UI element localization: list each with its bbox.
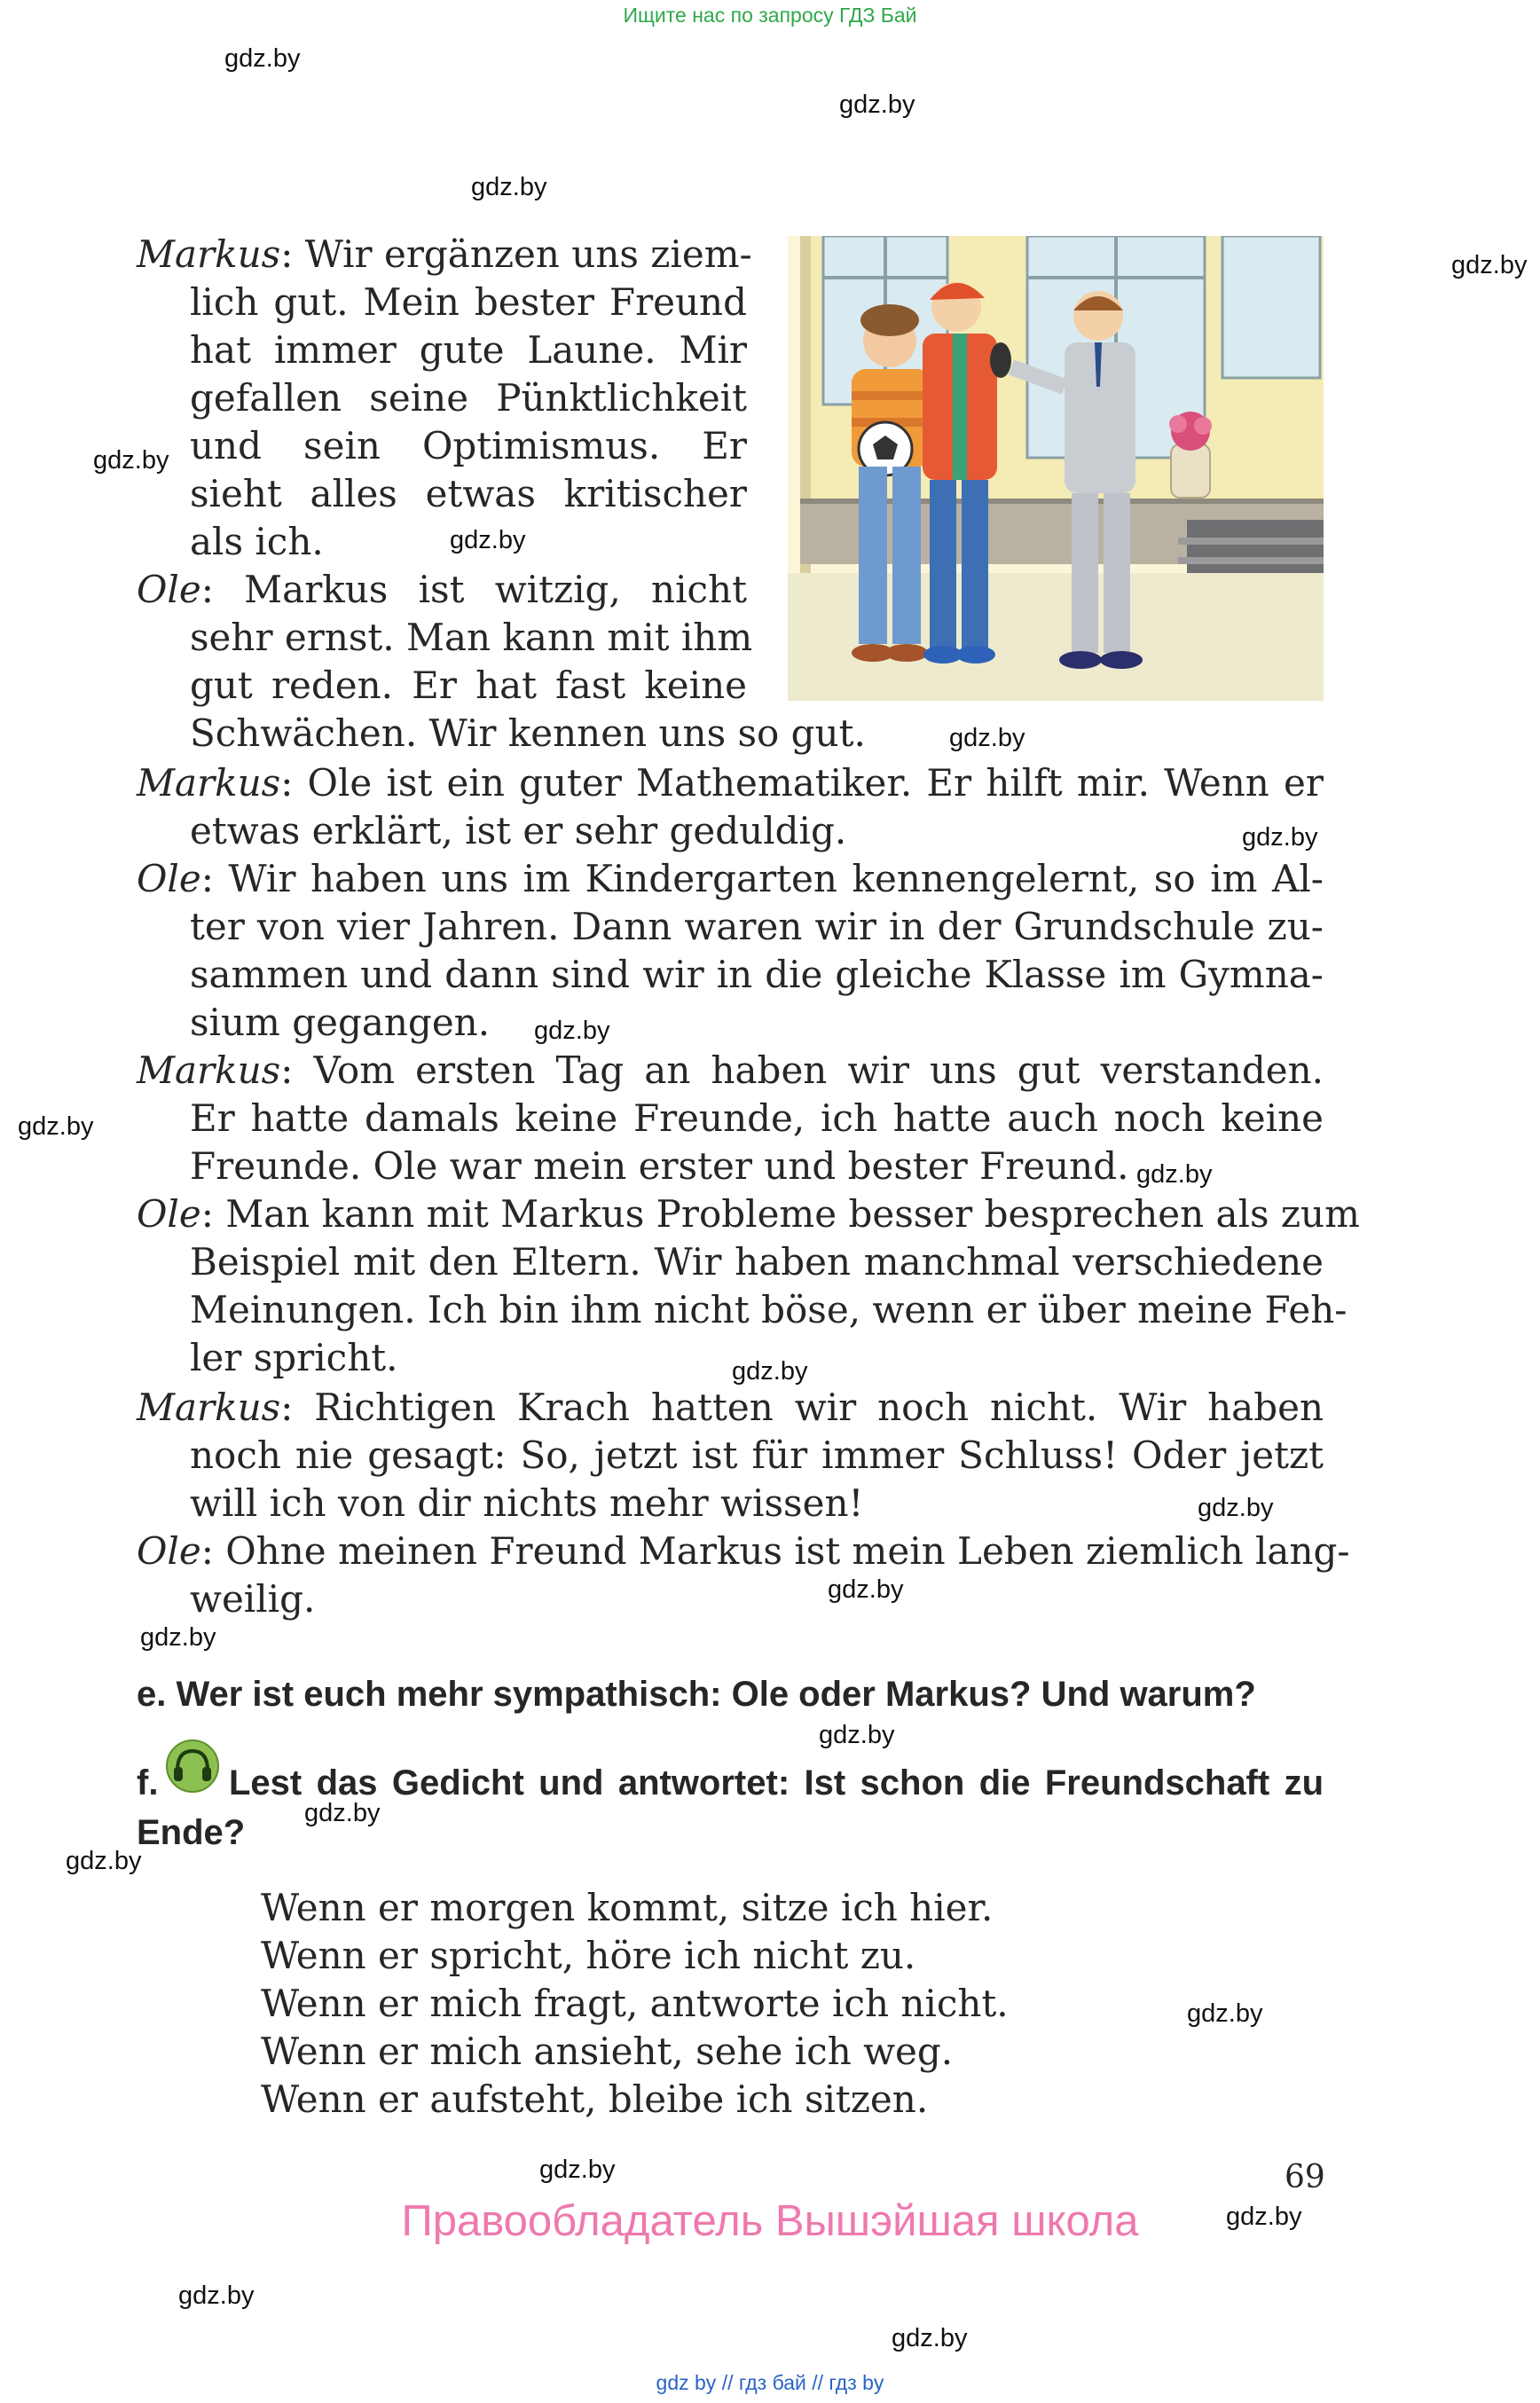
dialogue-line: gefallen seine Pünktlichkeit [190, 376, 747, 420]
watermark: gdz.by [1226, 2203, 1302, 2231]
footer-links[interactable]: gdz by // гдз бай // гдз by [656, 2371, 884, 2394]
poem-line: Wenn er morgen kommt, sitze ich hier. [261, 1886, 994, 1929]
speaker-name: Markus [137, 761, 281, 805]
watermark: gdz.by [1136, 1160, 1213, 1189]
dialogue-line: sium gegangen. [190, 1001, 491, 1044]
speaker-name: Markus [137, 1048, 281, 1092]
dialogue-line: Ole: Markus ist witzig, nicht [137, 568, 747, 611]
watermark: gdz.by [539, 2156, 616, 2184]
watermark: gdz.by [93, 446, 169, 475]
task-f-question-end: Ende? [137, 1813, 246, 1852]
watermark: gdz.by [66, 1847, 142, 1875]
watermark: gdz.by [140, 1623, 216, 1652]
speaker-name: Ole [137, 568, 201, 611]
poem-line: Wenn er mich ansieht, sehe ich weg. [261, 2030, 954, 2073]
speaker-name: Markus [137, 1386, 281, 1429]
dialogue-line: sehr ernst. Man kann mit ihm [190, 616, 753, 659]
dialogue-line: will ich von dir nichts mehr wissen! [190, 1481, 864, 1525]
dialogue-line: noch nie gesagt: So, jetzt ist für immer Schluss! Oder jetzt [190, 1433, 1324, 1477]
watermark: gdz.by [534, 1017, 610, 1045]
watermark: gdz.by [1451, 251, 1528, 279]
three-boys-interview-illustration [788, 236, 1324, 701]
dialogue-line: Markus: Richtigen Krach hatten wir noch nicht. Wir haben [137, 1386, 1324, 1429]
dialogue-line: ter von vier Jahren. Dann waren wir in der Grundschule zu- [190, 905, 1324, 948]
dialogue-line: Ole: Man kann mit Markus Probleme besser besprechen als zum [137, 1192, 1360, 1236]
watermark: gdz.by [471, 173, 547, 201]
dialogue-line: und sein Optimismus. Er [190, 424, 747, 467]
page-number: 69 [1285, 2159, 1325, 2195]
dialogue-line: Er hatte damals keine Freunde, ich hatte auch noch keine [190, 1096, 1324, 1140]
dialogue-line: Schwächen. Wir kennen uns so gut. [190, 711, 866, 755]
watermark: gdz.by [224, 44, 301, 73]
watermark: gdz.by [1198, 1494, 1274, 1522]
headphones-icon[interactable] [165, 1739, 220, 1794]
watermark: gdz.by [1242, 823, 1318, 852]
watermark: gdz.by [18, 1112, 94, 1141]
watermark: gdz.by [178, 2281, 255, 2310]
dialogue-line: hat immer gute Laune. Mir [190, 328, 747, 372]
watermark: gdz.by [949, 724, 1025, 752]
dialogue-line: Meinungen. Ich bin ihm nicht böse, wenn er über meine Feh- [190, 1288, 1348, 1331]
speaker-name: Ole [137, 857, 201, 900]
poem-line: Wenn er aufsteht, bleibe ich sitzen. [261, 2077, 929, 2121]
dialogue-line: ler spricht. [190, 1336, 398, 1379]
watermark: gdz.by [732, 1357, 808, 1386]
watermark: gdz.by [828, 1575, 904, 1604]
poem-line: Wenn er mich fragt, antworte ich nicht. [261, 1982, 1009, 2025]
dialogue-line: Ole: Ohne meinen Freund Markus ist mein Leben ziemlich lang- [137, 1529, 1350, 1573]
speaker-name: Ole [137, 1529, 201, 1573]
watermark: gdz.by [819, 1721, 895, 1749]
dialogue-line: Markus: Vom ersten Tag an haben wir uns gut verstanden. [137, 1048, 1324, 1092]
top-search-banner: Ищите нас по запросу ГДЗ Бай [623, 4, 917, 27]
copyright-notice: Правообладатель Вышэйшая школа [401, 2197, 1139, 2245]
watermark: gdz.by [450, 526, 526, 554]
dialogue-line: etwas erklärt, ist er sehr geduldig. [190, 809, 847, 852]
dialogue-line: sammen und dann sind wir in die gleiche Klasse im Gymna- [190, 953, 1324, 996]
dialogue-line: gut reden. Er hat fast keine [190, 664, 747, 707]
dialogue-line: weilig. [190, 1577, 316, 1621]
dialogue-line: sieht alles etwas kritischer [190, 472, 747, 515]
dialogue-line: Markus: Wir ergänzen uns ziem- [137, 232, 752, 276]
dialogue-line: Freunde. Ole war mein erster und bester Freund. [190, 1144, 1129, 1188]
task-e: e. Wer ist euch mehr sympathisch: Ole oder Markus? Und warum? [137, 1675, 1256, 1714]
watermark: gdz.by [304, 1799, 381, 1827]
dialogue-line: als ich. [190, 520, 324, 563]
poem-line: Wenn er spricht, höre ich nicht zu. [261, 1934, 916, 1977]
dialogue-line: Ole: Wir haben uns im Kindergarten kennengelernt, so im Al- [137, 857, 1324, 900]
task-f-letter: f. [137, 1763, 159, 1802]
watermark: gdz.by [892, 2324, 968, 2352]
watermark: gdz.by [1187, 1999, 1263, 2028]
dialogue-line: Markus: Ole ist ein guter Mathematiker. Er hilft mir. Wenn er [137, 761, 1324, 805]
watermark: gdz.by [839, 90, 915, 119]
dialogue-line: lich gut. Mein bester Freund [190, 280, 747, 324]
speaker-name: Ole [137, 1192, 201, 1236]
dialogue-line: Beispiel mit den Eltern. Wir haben manchmal verschiedene [190, 1240, 1324, 1284]
task-f-question: Lest das Gedicht und antwortet: Ist schon die Freundschaft zu [229, 1763, 1324, 1802]
speaker-name: Markus [137, 232, 281, 276]
